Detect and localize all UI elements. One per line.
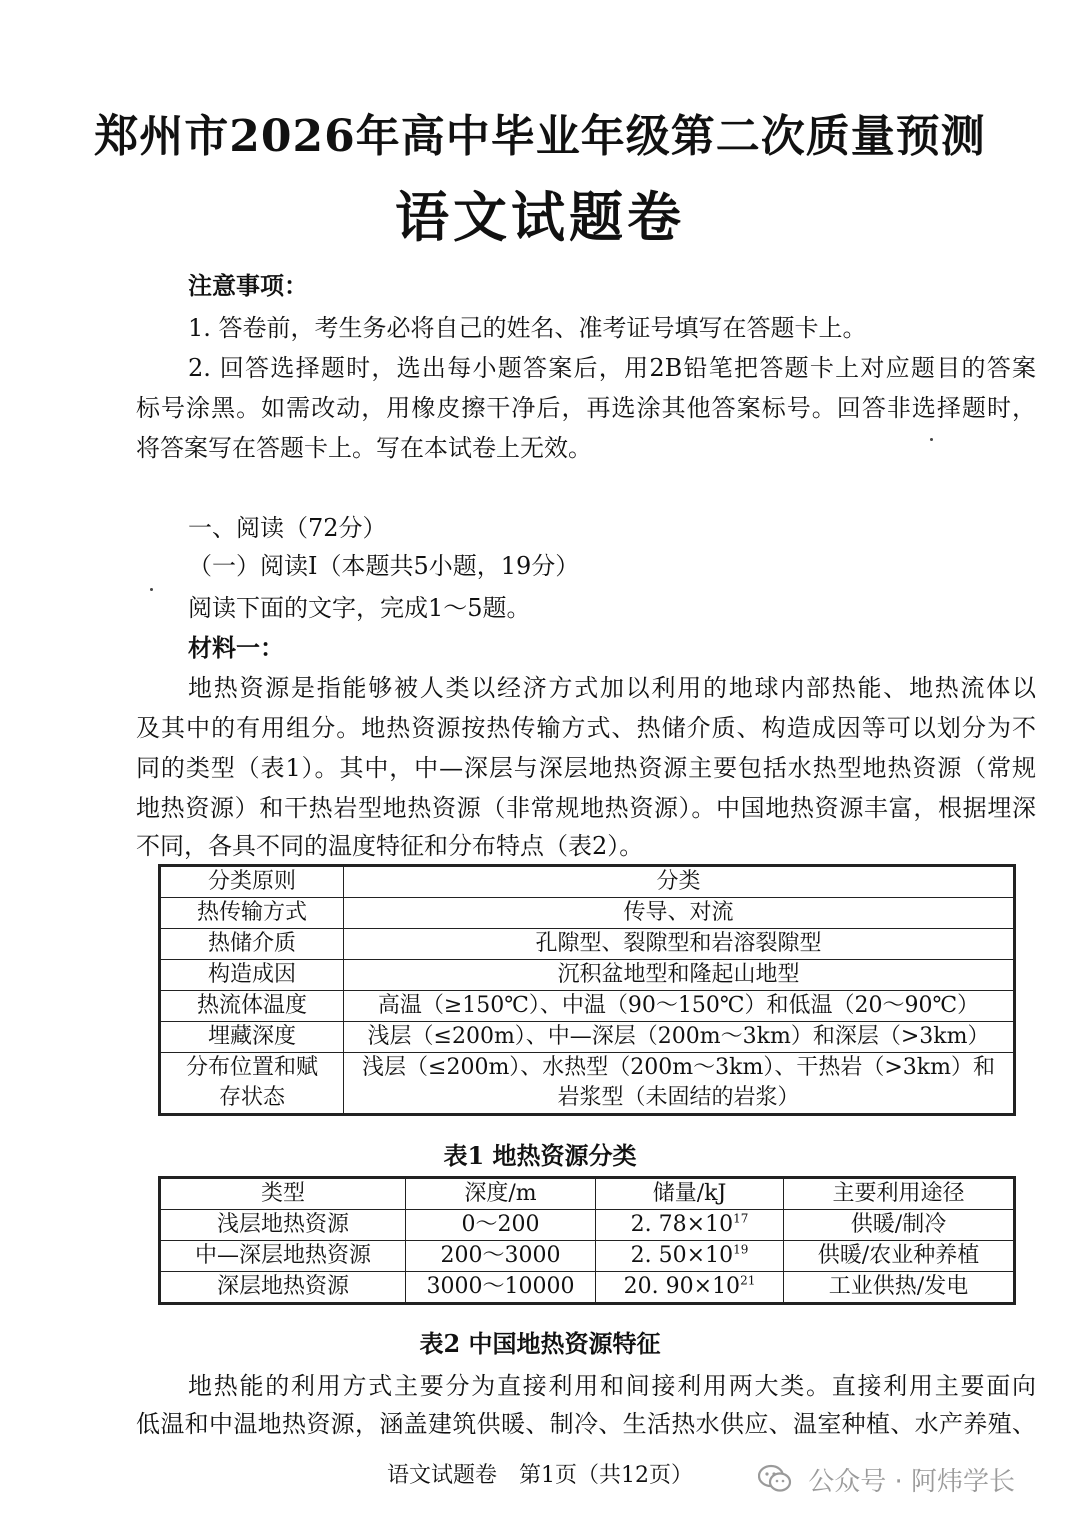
paragraph-1-line-4: 地热资源）和干热岩型地热资源（非常规地热资源）。中国地热资源丰富，根据埋深 (136, 794, 1036, 822)
table-cell: 埋藏深度 (160, 1022, 344, 1053)
table-header-row (160, 1178, 1015, 1210)
instruction: 阅读下面的文字，完成1～5题。 (188, 594, 531, 622)
table-row (160, 1053, 1015, 1115)
paragraph-1-line-2: 及其中的有用组分。地热资源按热传输方式、热储介质、构造成因等可以划分为不 (136, 714, 1036, 742)
exam-subtitle: 语文试题卷 (395, 185, 685, 249)
table-header-cell: 深度/m (406, 1178, 596, 1210)
reserve-exponent: 19 (733, 1242, 749, 1257)
notice-heading: 注意事项： (188, 271, 308, 300)
table-cell: 热传输方式 (160, 898, 344, 929)
table-cell: 浅层（≤200m）、中—深层（200m～3km）和深层（>3km） (344, 1022, 1015, 1053)
table-cell: 浅层地热资源 (160, 1210, 406, 1241)
table-row (160, 1241, 1015, 1272)
table-header-cell: 类型 (160, 1178, 406, 1210)
table-cell: 传导、对流 (344, 898, 1015, 929)
paragraph-1-line-1: 地热资源是指能够被人类以经济方式加以利用的地球内部热能、地热流体以 (188, 674, 1036, 702)
paragraph-1-line-3: 同的类型（表1）。其中，中—深层与深层地热资源主要包括水热型地热资源（常规 (136, 754, 1036, 782)
table-row (160, 991, 1015, 1022)
table-row (160, 929, 1015, 960)
exam-title: 郑州市2026年高中毕业年级第二次质量预测 (94, 111, 986, 162)
table-cell-line: 存状态 (218, 1085, 285, 1110)
table-cell: 3000～10000 (406, 1272, 596, 1304)
table-cell: 高温（≥150℃）、中温（90～150℃）和低温（20～90℃） (344, 991, 1015, 1022)
watermark-text: 公众号 · 阿炜学长 (808, 1467, 1016, 1497)
table-row (160, 960, 1015, 991)
table-cell: 孔隙型、裂隙型和岩溶裂隙型 (344, 929, 1015, 960)
table-cell-line: 分布位置和赋 (185, 1055, 318, 1080)
reserve-exponent: 17 (733, 1211, 749, 1226)
table-cell: 热储介质 (160, 929, 344, 960)
table-cell: 沉积盆地型和隆起山地型 (344, 960, 1015, 991)
paragraph-2-line-2: 低温和中温地热资源，涵盖建筑供暖、制冷、生活热水供应、温室种植、水产养殖、 (136, 1410, 1036, 1438)
table-1-caption: 表1 地热资源分类 (443, 1141, 637, 1170)
paragraph-2-line-1: 地热能的利用方式主要分为直接利用和间接利用两大类。直接利用主要面向 (188, 1372, 1036, 1400)
notice-item-2-line-2: 标号涂黑。如需改动，用橡皮擦干净后，再选涂其他答案标号。回答非选择题时， (136, 394, 1036, 422)
table-cell: 构造成因 (160, 960, 344, 991)
table-cell (596, 1241, 784, 1272)
table-row (160, 1272, 1015, 1304)
table-row (160, 1210, 1015, 1241)
table-header-cell: 分类原则 (160, 866, 344, 898)
table-cell (344, 1053, 1015, 1115)
reserve-base: 20. 90×10 (623, 1274, 741, 1299)
table-cell: 工业供热/发电 (784, 1272, 1015, 1304)
table-cell: 热流体温度 (160, 991, 344, 1022)
table-cell: 0～200 (406, 1210, 596, 1241)
wechat-icon (758, 1464, 792, 1501)
table-row (160, 1022, 1015, 1053)
notice-item-2-line-1: 2. 回答选择题时，选出每小题答案后，用2B铅笔把答题卡上对应题目的答案 (188, 354, 1036, 382)
table-cell: 200～3000 (406, 1241, 596, 1272)
table-geothermal-classification (158, 864, 1016, 1116)
table-header-cell: 主要利用途径 (784, 1178, 1015, 1210)
table-cell (596, 1272, 784, 1304)
table-cell: 深层地热资源 (160, 1272, 406, 1304)
table-china-geothermal-features (158, 1176, 1016, 1305)
reserve-base: 2. 50×10 (630, 1243, 734, 1268)
table-cell-line: 岩浆型（未固结的岩浆） (557, 1085, 800, 1110)
section-title: 一、阅读（72分） (188, 514, 387, 542)
table-cell (596, 1210, 784, 1241)
table-cell: 供暖/农业种养植 (784, 1241, 1015, 1272)
table-cell: 中—深层地热资源 (160, 1241, 406, 1272)
reserve-exponent: 21 (740, 1273, 756, 1288)
table-header-cell: 储量/kJ (596, 1178, 784, 1210)
watermark (758, 1461, 1015, 1501)
scan-speck (150, 588, 153, 591)
notice-item-1: 1. 答卷前，考生务必将自己的姓名、准考证号填写在答题卡上。 (188, 314, 867, 342)
table-cell: 供暖/制冷 (784, 1210, 1015, 1241)
table-row (160, 898, 1015, 929)
scan-speck (930, 438, 933, 441)
subsection-title: （一）阅读Ⅰ（本题共5小题，19分） (188, 552, 580, 580)
table-cell-line: 浅层（≤200m）、水热型（200m～3km）、干热岩（>3km）和 (362, 1055, 995, 1080)
table-cell (160, 1053, 344, 1115)
page-footer: 语文试题卷 第1页（共12页） (387, 1463, 693, 1488)
table-header-cell: 分类 (344, 866, 1015, 898)
notice-item-2-line-3: 将答案写在答题卡上。写在本试卷上无效。 (136, 434, 592, 462)
table-2-caption: 表2 中国地热资源特征 (419, 1329, 661, 1358)
table-header-row (160, 866, 1015, 898)
reserve-base: 2. 78×10 (630, 1212, 734, 1237)
material-heading: 材料一： (188, 633, 284, 662)
paragraph-1-line-5: 不同，各具不同的温度特征和分布特点（表2）。 (136, 832, 644, 860)
